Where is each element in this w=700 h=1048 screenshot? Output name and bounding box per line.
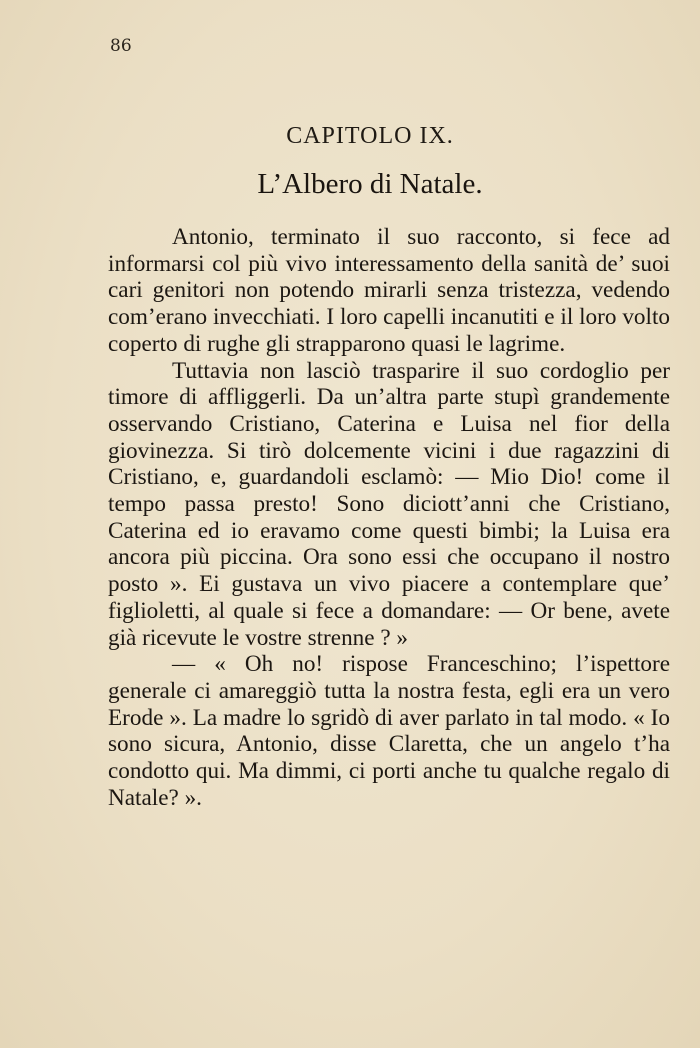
paragraph: — « Oh no! rispose Franceschino; l’ispettore generale ci amareggiò tutta la nostra festa, egli era un vero Erode ». La madre lo sgridò di aver parlato in tal modo. « Io sono sicura, Antonio, disse Claretta, che un angelo t’ha condotto qui. Ma dimmi, ci porti anche tu qualche regalo di Natale? ». [108, 651, 670, 811]
body-text [108, 224, 670, 811]
page-number: 86 [110, 36, 132, 56]
chapter-heading: CAPITOLO IX. [286, 123, 454, 149]
paragraph: Tuttavia non lasciò trasparire il suo cordoglio per timore di affliggerli. Da un’altra parte stupì grandemente osservando Cristiano, Caterina e Luisa nel fior della giovinezza. Si tirò dolcemente vicini i due ragazzini di Cristiano, e, guardandoli esclamò: — Mio Dio! come il tempo passa presto! Sono diciott’anni che Cristiano, Caterina ed io eravamo come questi bimbi; la Luisa era ancora più piccina. Ora sono essi che occupano il nostro posto ». Ei gustava un vivo piacere a contemplare que’ figlioletti, al quale si fece a domandare: — Or bene, avete già ricevute le vostre strenne ? » [108, 357, 670, 651]
chapter-title: L’Albero di Natale. [257, 168, 483, 200]
paragraph: Antonio, terminato il suo racconto, si fece ad informarsi col più vivo interessamento della sanità de’ suoi cari genitori non potendo mirarli senza tristezza, vedendo com’erano invecchiati. I loro capelli incanutiti e il loro volto coperto di rughe gli strapparono quasi le lagrime. [108, 224, 670, 357]
